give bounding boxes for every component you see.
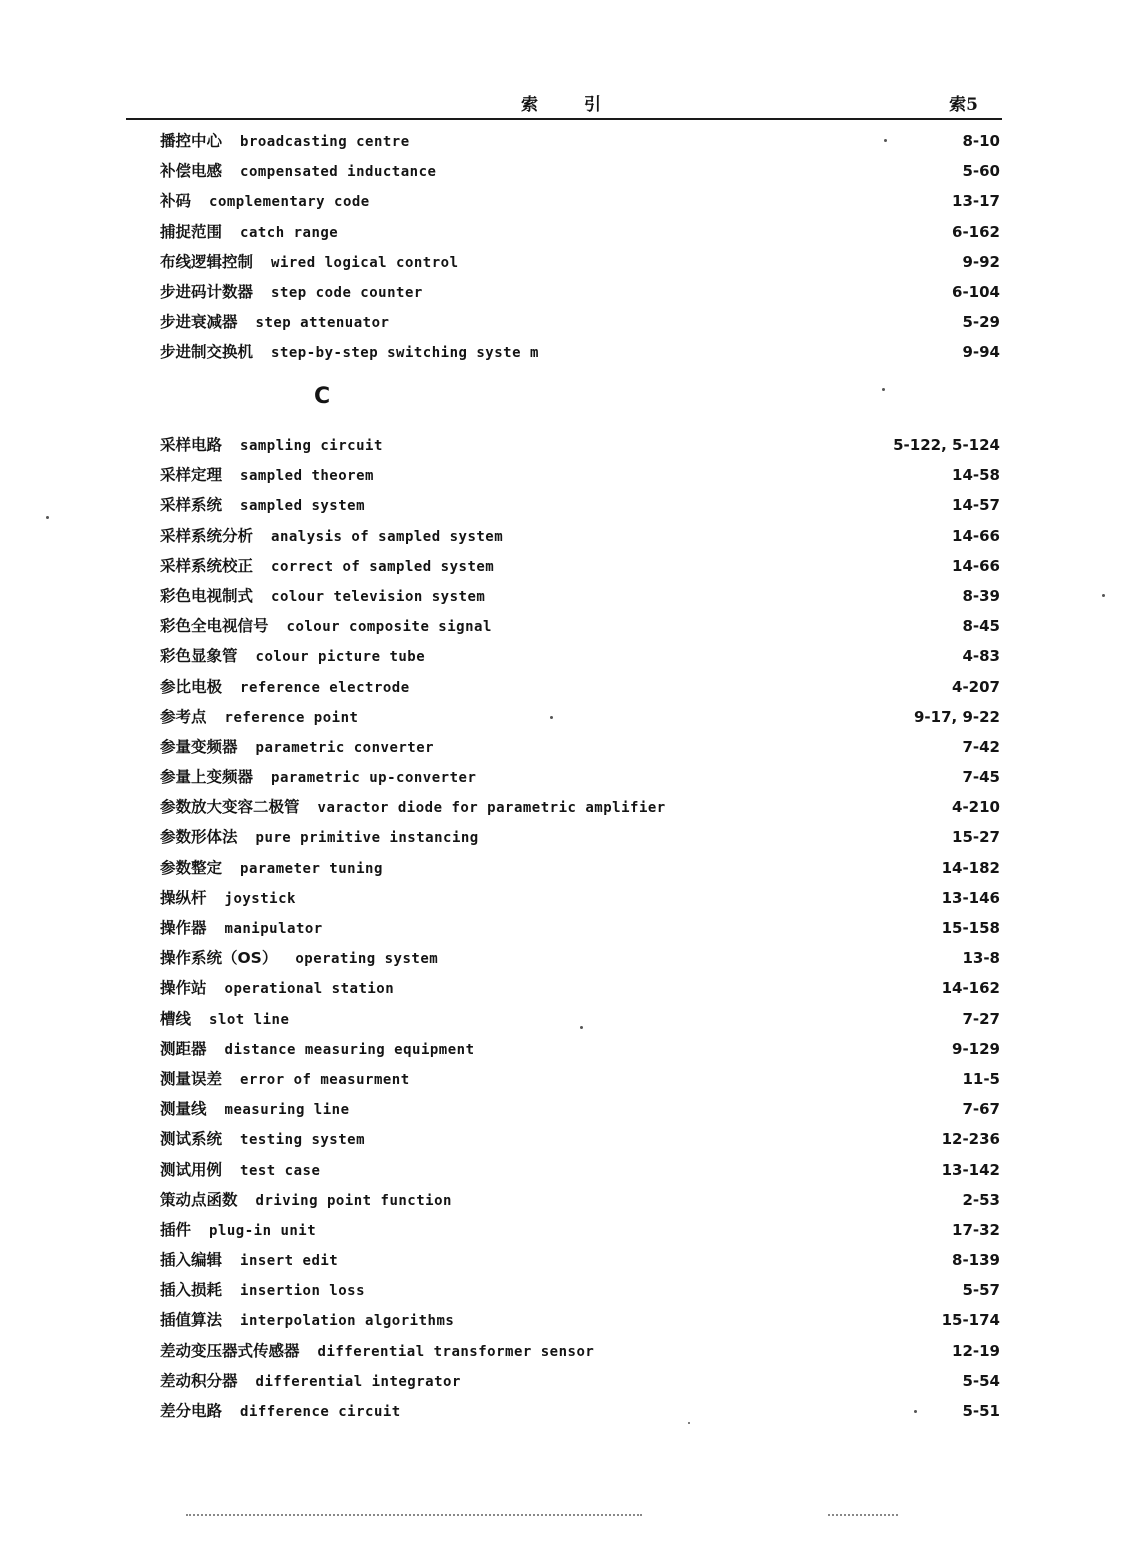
index-entry [160,337,1000,367]
index-entry [160,551,1000,581]
entry-page-ref: 13-142 [941,1160,1000,1179]
entry-term-zh: 插件 [160,1220,192,1239]
entry-term-en: sampled system [240,498,366,515]
entry-page-ref: 5-122, 5-124 [893,436,1000,454]
index-entry [160,1124,1000,1154]
entry-term-zh: 操纵杆 [160,888,207,907]
entry-term-en: catch range [240,224,339,241]
scan-speck [688,1422,690,1424]
entry-page-ref: 8-10 [962,132,1000,150]
entry-term-zh: 差分电路 [160,1402,223,1420]
index-entry [160,672,1000,702]
entry-term-zh: 测试系统 [160,1130,223,1149]
entry-term-zh: 槽线 [160,1009,192,1028]
index-entry [160,581,1000,611]
entry-term-zh: 测距器 [160,1039,207,1058]
index-entry [160,702,1000,732]
entry-page-ref: 14-182 [941,858,1000,877]
entry-page-ref: 5-57 [962,1281,1000,1300]
entry-term-en: distance measuring equipment [224,1041,475,1058]
entry-term-zh: 测试用例 [160,1160,223,1179]
entry-page-ref: 8-45 [962,617,1000,636]
index-entry [160,1396,1000,1426]
index-entry [160,1336,1000,1366]
entry-page-ref: 14-57 [952,496,1000,515]
entry-term-en: error of measurment [240,1071,410,1088]
scan-speck [46,516,49,519]
index-entry [160,1155,1000,1185]
entry-page-ref: 2-53 [962,1190,1000,1209]
entry-term-en: parametric converter [255,739,435,756]
index-entry [160,460,1000,490]
entry-page-ref: 14-162 [941,979,1000,998]
index-entry [160,1215,1000,1245]
index-entry [160,126,1000,156]
entry-term-zh: 插入损耗 [160,1281,223,1300]
entry-term-zh: 操作器 [160,919,207,937]
entry-term-zh: 测量线 [160,1100,207,1119]
entry-page-ref: 8-139 [952,1251,1000,1270]
entry-page-ref: 15-27 [952,828,1000,847]
page-header [126,86,1002,120]
entry-term-zh: 采样电路 [160,436,223,454]
entry-page-ref: 9-92 [962,252,1000,271]
entry-term-en: insertion loss [240,1283,366,1300]
entry-page-ref: 9-129 [952,1039,1000,1058]
entry-term-en: sampling circuit [240,438,383,454]
entry-page-ref: 6-162 [952,222,1000,241]
entry-page-ref: 12-19 [952,1341,1000,1360]
entry-term-zh: 操作站 [160,979,207,998]
entry-term-en: colour picture tube [255,649,426,666]
index-entry [160,732,1000,762]
index-entry [160,641,1000,671]
entry-term-zh: 插入编辑 [160,1251,223,1270]
entry-page-ref: 5-60 [962,162,1000,181]
entry-page-ref: 7-45 [962,768,1000,787]
entry-term-zh: 操作系统（OS） [160,949,278,968]
entry-page-ref: 7-42 [962,737,1000,756]
entry-term-en: parametric up-converter [271,770,477,787]
entry-page-ref: 8-39 [962,586,1000,605]
entry-term-zh: 采样定理 [160,466,223,485]
entry-page-ref: 9-17, 9-22 [914,707,1000,726]
entry-term-zh: 差动变压器式传感器 [160,1341,300,1360]
entry-term-zh: 参考点 [160,707,207,726]
entry-term-zh: 步进码计数器 [160,282,254,301]
entry-term-zh: 参数整定 [160,858,223,877]
entry-term-en: step-by-step switching syste m [271,345,539,362]
entry-term-en: driving point function [255,1192,452,1209]
entry-page-ref: 9-94 [962,343,1000,362]
section-letter-heading: C [314,384,331,409]
entry-term-en: differential integrator [255,1373,461,1390]
entry-page-ref: 15-158 [941,919,1000,937]
entry-term-en: reference electrode [240,679,410,696]
entry-term-zh: 策动点函数 [160,1190,238,1209]
index-entry [160,611,1000,641]
entry-term-zh: 插值算法 [160,1311,223,1330]
index-entry [160,1094,1000,1124]
index-entry [160,762,1000,792]
index-entry [160,1366,1000,1396]
scan-speck [580,1026,583,1029]
index-list-c [160,430,1000,1426]
entry-term-en: insert edit [240,1253,339,1270]
entry-term-zh: 捕捉范围 [160,222,223,241]
index-entry [160,217,1000,247]
entry-term-en: wired logical control [271,254,459,271]
entry-page-ref: 7-67 [962,1100,1000,1119]
scan-speck [914,1410,917,1413]
entry-term-en: complementary code [209,194,370,211]
index-entry [160,853,1000,883]
entry-page-ref: 13-8 [962,949,1000,968]
entry-term-en: sampled theorem [240,468,374,485]
entry-term-zh: 彩色显象管 [160,647,238,666]
entry-term-en: operational station [224,981,395,998]
index-entry [160,943,1000,973]
entry-term-zh: 布线逻辑控制 [160,252,254,271]
entry-page-ref: 6-104 [952,282,1000,301]
entry-term-en: differential transformer sensor [317,1343,595,1360]
entry-term-en: joystick [224,890,296,907]
entry-term-zh: 补偿电感 [160,162,223,181]
entry-page-ref: 14-58 [952,466,1000,485]
entry-page-ref: 13-17 [952,192,1000,211]
entry-term-zh: 步进制交换机 [160,343,254,362]
entry-page-ref: 4-207 [952,677,1000,696]
index-entry [160,913,1000,943]
index-entry [160,156,1000,186]
entry-page-ref: 5-29 [962,313,1000,332]
entry-term-zh: 采样系统分析 [160,526,254,545]
entry-term-en: operating system [295,951,439,968]
entry-term-en: manipulator [224,921,323,937]
index-entry [160,307,1000,337]
index-entry [160,1004,1000,1034]
entry-term-en: varactor diode for parametric amplifier [317,800,666,817]
entry-page-ref: 13-146 [941,888,1000,907]
index-entry [160,1064,1000,1094]
entry-term-en: difference circuit [240,1404,401,1420]
entry-term-zh: 参量变频器 [160,737,238,756]
entry-term-en: colour television system [271,588,486,605]
entry-term-zh: 参数形体法 [160,828,238,847]
index-list-b [160,126,1000,368]
index-entry [160,1034,1000,1064]
index-entry [160,521,1000,551]
index-entry [160,1275,1000,1305]
entry-page-ref: 4-83 [962,647,1000,666]
entry-term-en: reference point [224,709,359,726]
page-title: 索引 [521,95,647,115]
entry-page-ref: 15-174 [941,1311,1000,1330]
entry-term-zh: 参量上变频器 [160,768,254,787]
entry-term-zh: 差动积分器 [160,1371,238,1390]
entry-page-ref: 17-32 [952,1220,1000,1239]
index-entry [160,1305,1000,1335]
index-entry [160,1245,1000,1275]
entry-term-en: measuring line [224,1102,350,1119]
scan-speck [550,716,553,719]
entry-term-en: testing system [240,1132,366,1149]
entry-term-en: broadcasting centre [240,134,410,150]
scan-speck [882,388,885,391]
entry-page-ref: 12-236 [941,1130,1000,1149]
entry-term-en: step code counter [271,284,423,301]
entry-page-ref: 14-66 [952,526,1000,545]
entry-term-en: colour composite signal [286,619,492,636]
entry-term-en: interpolation algorithms [240,1313,455,1330]
scan-speck [884,139,887,142]
bottom-rule [186,1514,642,1516]
entry-term-zh: 参比电极 [160,677,223,696]
index-entry [160,430,1000,460]
entry-page-ref: 11-5 [962,1069,1000,1088]
entry-term-zh: 补码 [160,192,192,211]
index-entry [160,277,1000,307]
entry-term-zh: 步进衰减器 [160,313,238,332]
entry-term-en: plug-in unit [209,1222,317,1239]
index-entry [160,883,1000,913]
entry-term-zh: 测量误差 [160,1069,223,1088]
entry-term-zh: 采样系统校正 [160,556,254,575]
bottom-rule [828,1514,898,1516]
entry-term-en: pure primitive instancing [255,830,479,847]
entry-term-en: slot line [209,1011,290,1028]
entry-term-zh: 彩色电视制式 [160,586,254,605]
entry-term-en: compensated inductance [240,164,437,181]
entry-page-ref: 5-54 [962,1371,1000,1390]
index-entry [160,247,1000,277]
index-entry [160,973,1000,1003]
scan-speck [1102,594,1105,597]
entry-term-en: step attenuator [255,315,390,332]
entry-term-en: correct of sampled system [271,558,495,575]
entry-term-zh: 参数放大变容二极管 [160,798,300,817]
entry-page-ref: 5-51 [962,1402,1000,1420]
entry-term-zh: 播控中心 [160,132,223,150]
entry-term-en: parameter tuning [240,860,383,877]
entry-page-ref: 14-66 [952,556,1000,575]
page-number: 索5 [949,95,978,115]
entry-term-en: analysis of sampled system [271,528,504,545]
entry-term-zh: 彩色全电视信号 [160,617,269,636]
entry-term-en: test case [240,1162,321,1179]
index-entry [160,1185,1000,1215]
entry-term-zh: 采样系统 [160,496,223,515]
entry-page-ref: 7-27 [962,1009,1000,1028]
index-entry [160,792,1000,822]
index-entry [160,186,1000,216]
entry-page-ref: 4-210 [952,798,1000,817]
index-entry [160,490,1000,520]
index-entry [160,822,1000,852]
